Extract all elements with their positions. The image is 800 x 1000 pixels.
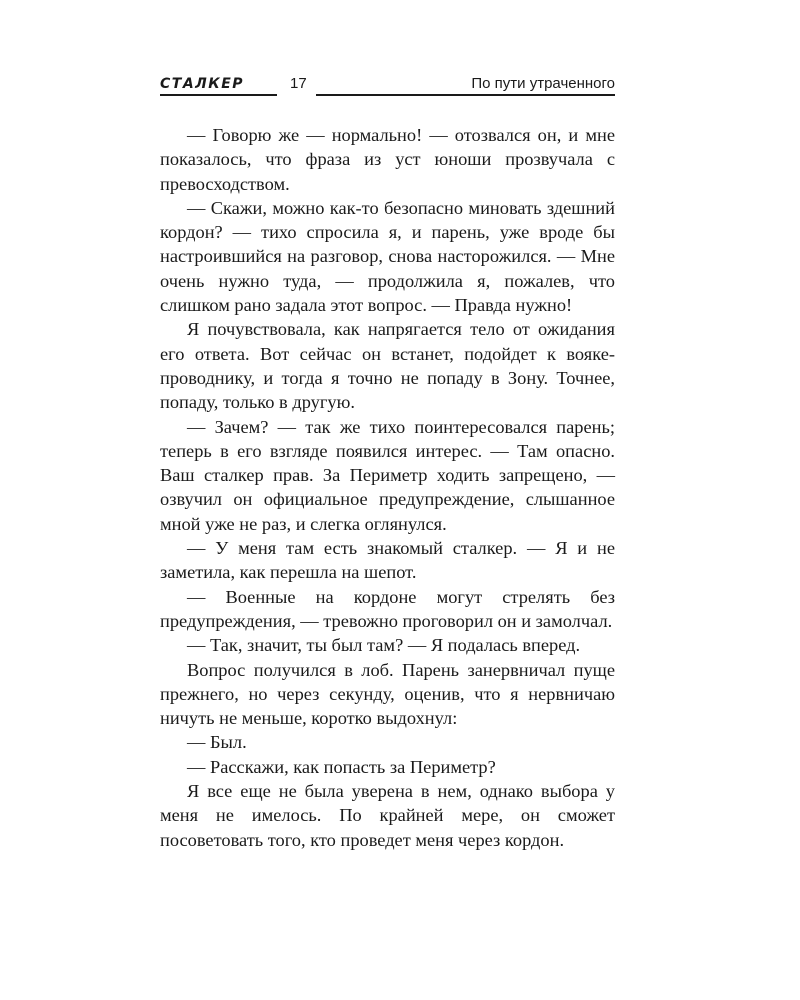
- paragraph: — Говорю же — нормально! — отозвался он, и мне показалось, что фраза из уст юноши прозвучала с превосходством.: [160, 125, 615, 194]
- series-name: СТАЛКЕР: [160, 76, 245, 92]
- paragraph: Вопрос получился в лоб. Парень занервничал пуще прежнего, но через секунду, оценив, что я нервничаю ничуть не меньше, коротко выдохнул:: [160, 659, 615, 729]
- body-text: [160, 123, 615, 852]
- paragraph: — Военные на кордоне могут стрелять без предупреждения, — тревожно проговорил он и замолчал.: [160, 586, 615, 631]
- paragraph: — Был.: [187, 732, 247, 753]
- paragraph: — Так, значит, ты был там? — Я подалась вперед.: [187, 635, 581, 656]
- paragraph: Я все еще не была уверена в нем, однако выбора у меня не имелось. По крайней мере, он сможет посоветовать того, кто проведет меня через кордон.: [160, 781, 615, 850]
- paragraph: — Скажи, можно как-то безопасно миновать здешний кордон? — тихо спросила я, и парень, уже вроде бы настроившийся на разговор, снова насторожился. — Мне очень нужно туда, — продолжила я, пожалев, что слишком рано задала этот вопрос. — Правда нужно!: [160, 197, 615, 316]
- paragraph: Я почувствовала, как напрягается тело от ожидания его ответа. Вот сейчас он встанет, подойдет к вояке-проводнику, и тогда я точно не попаду в Зону. Точнее, попаду, только в другую.: [160, 319, 615, 413]
- page-number: 17: [290, 75, 307, 92]
- header-rule-left: [160, 94, 277, 96]
- paragraph: — Расскажи, как попасть за Периметр?: [187, 756, 496, 777]
- header-rule-right: [316, 94, 615, 96]
- paragraph: — У меня там есть знакомый сталкер. — Я и не заметила, как перешла на шепот.: [160, 538, 615, 583]
- paragraph: — Зачем? — так же тихо поинтересовался парень; теперь в его взгляде появился интерес. — Там опасно. Ваш сталкер прав. За Периметр ходить запрещено, — озвучил он официальное предупреждение, слышанное мной уже не раз, и слегка оглянулся.: [160, 416, 615, 534]
- running-header: [160, 74, 615, 98]
- chapter-title: По пути утраченного: [471, 75, 615, 92]
